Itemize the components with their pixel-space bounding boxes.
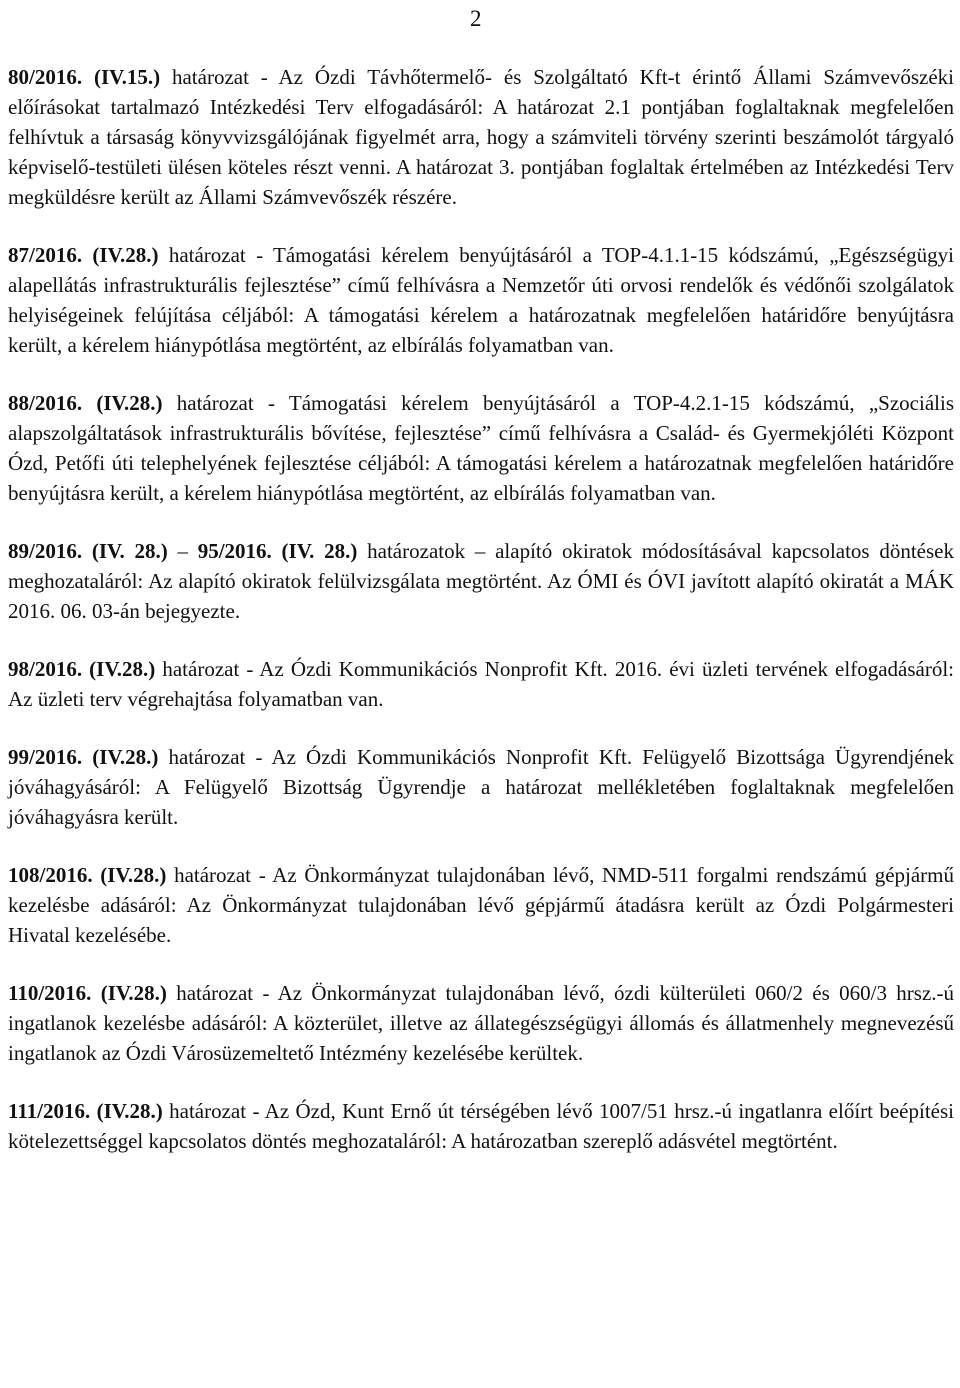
paragraph-text: határozat - Az Önkormányzat tulajdonában lévő, ózdi külterületi 060/2 és 060/3 hrsz.-ú ingatlanok kezelésbe adásáról: A közterület, illetve az állategészségügyi állomás és állatmenhely megnevezésű ingatlanok az Ózdi Városüzemeltető Intézmény kezelésébe kerültek. [8,981,955,1065]
paragraph-text: határozat - Támogatási kérelem benyújtásáról a TOP-4.1.1-15 kódszámú, „Egészségügyi alapellátás infrastrukturális fejlesztése” című felhívásra a Nemzetőr úti orvosi rendelők és védőnői szolgálatok helyiségeinek felújítása céljából: A támogatási kérelem a határozatnak megfelelően határidőre benyújtásra került, a kérelem hiánypótlása megtörtént, az elbírálás folyamatban van. [8,243,954,357]
page-number: 2 [470,6,482,31]
resolution-number: 110/2016. (IV.28.) [8,981,167,1005]
paragraph-87 [8,240,954,360]
resolution-number: 108/2016. (IV.28.) [8,863,167,887]
range-separator: – [167,539,198,563]
resolution-number: 89/2016. (IV. 28.) [8,539,168,563]
paragraph-text: határozat - Az Ózdi Távhőtermelő- és Szolgáltató Kft-t érintő Állami Számvevőszéki előírásokat tartalmazó Intézkedési Terv elfogadásáról: A határozat 2.1 pontjában foglaltaknak megfelelően felhívtuk a társaság könyvvizsgálójának figyelmét arra, hogy a számviteli törvény szerinti beszámolót tárgyaló képviselő-testületi ülésen köteles részt venni. A határozat 3. pontjában foglaltak értelmében az Intézkedési Terv megküldésre került az Állami Számvevőszék részére. [8,65,955,209]
resolution-number: 111/2016. (IV.28.) [8,1099,163,1123]
paragraph-89-95 [8,536,954,626]
paragraph-text: határozatok – alapító okiratok módosításával kapcsolatos döntések meghozataláról: Az alapító okiratok felülvizsgálata megtörtént. Az ÓMI és ÓVI javított alapító okiratát a MÁK 2016. 06. 03-án bejegyezte. [8,539,954,623]
paragraph-text: határozat - Az Ózd, Kunt Ernő út térségében lévő 1007/51 hrsz.-ú ingatlanra előírt beépítési kötelezettséggel kapcsolatos döntés meghozataláról: A határozatban szereplő adásvétel megtörtént. [8,1099,955,1153]
paragraph-text: határozat - Az Önkormányzat tulajdonában lévő, NMD-511 forgalmi rendszámú gépjármű kezelésbe adásáról: Az Önkormányzat tulajdonában lévő gépjármű átadásra került az Ózdi Polgármesteri Hivatal kezelésébe. [8,863,955,947]
paragraph-80 [8,62,954,212]
paragraph-88 [8,388,954,508]
paragraph-text: határozat - Támogatási kérelem benyújtásáról a TOP-4.2.1-15 kódszámú, „Szociális alapszolgáltatások infrastrukturális bővítése, fejlesztése” című felhívásra a Család- és Gyermekjóléti Központ Ózd, Petőfi úti telephelyének fejlesztése céljából: A támogatási kérelem a határozatnak megfelelően határidőre benyújtásra került, a kérelem hiánypótlása megtörtént, az elbírálás folyamatban van. [8,391,954,505]
paragraph-99 [8,742,954,832]
resolution-number: 88/2016. (IV.28.) [8,391,163,415]
paragraph-111 [8,1096,954,1156]
resolution-number: 80/2016. (IV.15.) [8,65,161,89]
paragraph-108 [8,860,954,950]
resolution-number-end: 95/2016. (IV. 28.) [197,539,358,563]
resolution-number: 99/2016. (IV.28.) [8,745,159,769]
paragraph-110 [8,978,954,1068]
resolution-number: 87/2016. (IV.28.) [8,243,159,267]
paragraph-text: határozat - Az Ózdi Kommunikációs Nonprofit Kft. 2016. évi üzleti tervének elfogadásáról: Az üzleti terv végrehajtása folyamatban van. [8,657,954,711]
document-body [8,62,954,1184]
paragraph-98 [8,654,954,714]
paragraph-text: határozat - Az Ózdi Kommunikációs Nonprofit Kft. Felügyelő Bizottsága Ügyrendjének jóváhagyásáról: A Felügyelő Bizottság Ügyrendje a határozat mellékletében foglaltaknak megfelelően jóváhagyásra került. [8,745,955,829]
resolution-number: 98/2016. (IV.28.) [8,657,156,681]
